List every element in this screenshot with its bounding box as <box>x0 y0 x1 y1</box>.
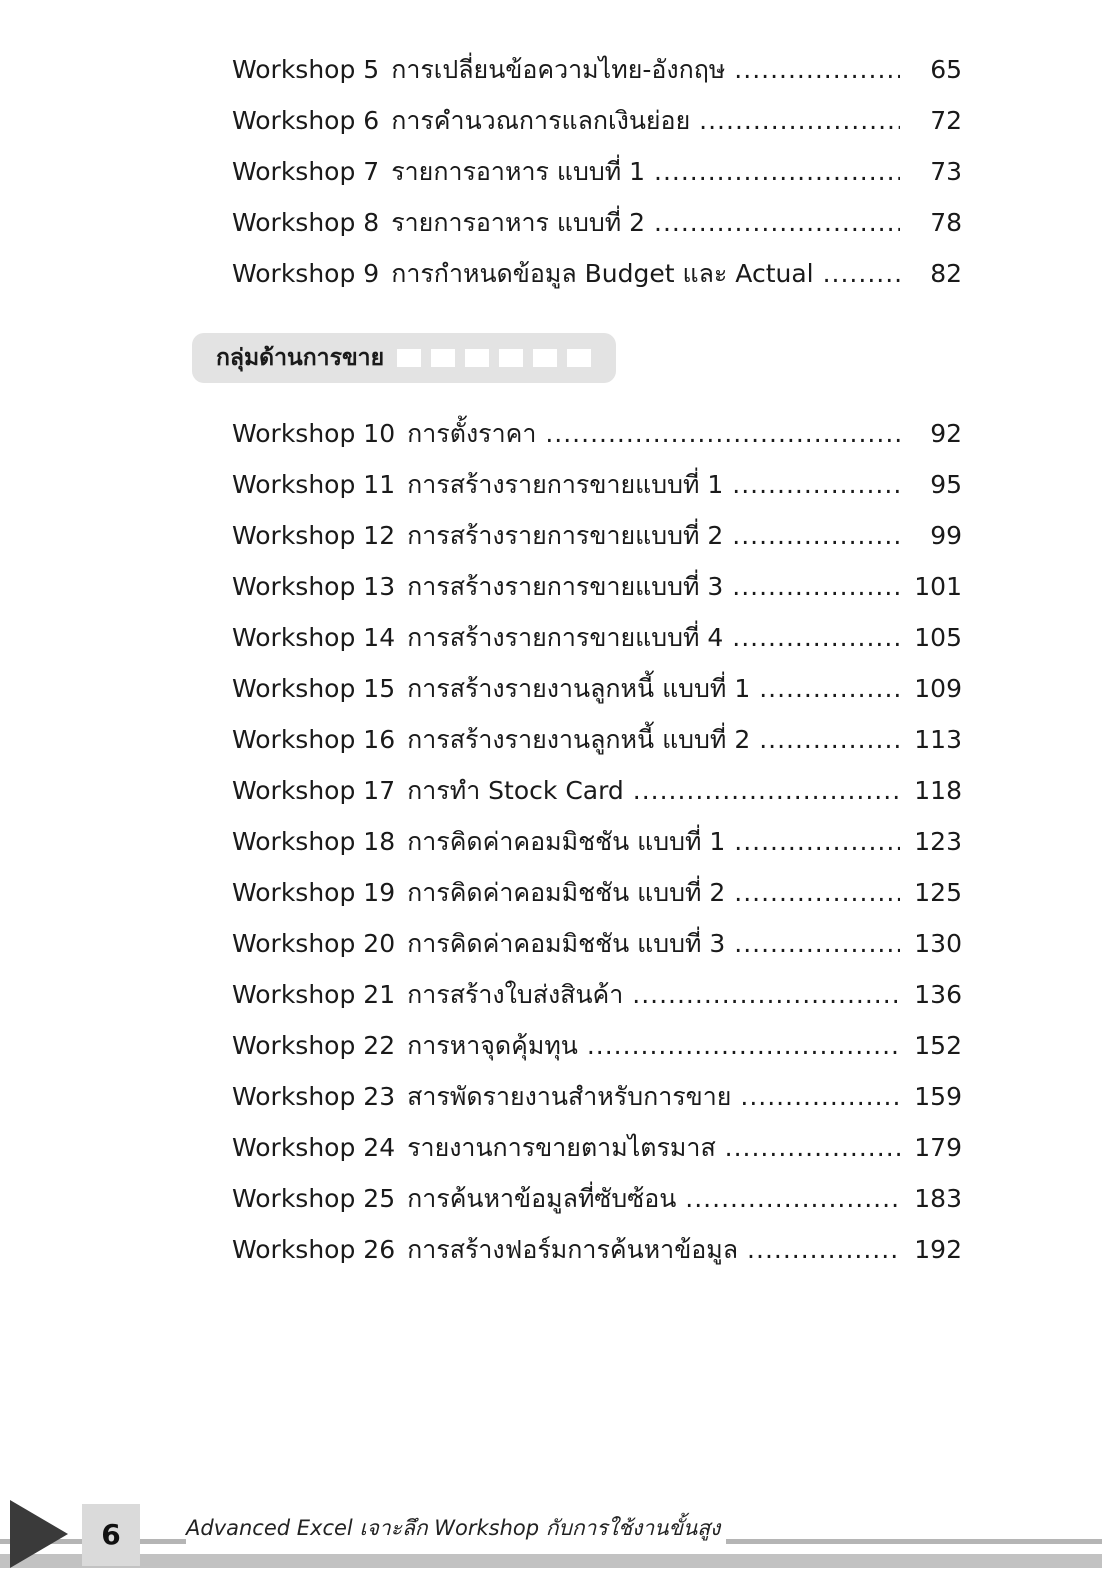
square-decoration <box>567 349 591 367</box>
workshop-number: Workshop 21 <box>232 980 396 1009</box>
page-ref: 113 <box>910 714 962 765</box>
square-decoration <box>431 349 455 367</box>
toc-entry[interactable] <box>232 867 962 918</box>
workshop-number: Workshop 10 <box>232 419 396 448</box>
page-ref: 78 <box>926 197 962 248</box>
toc-entry[interactable] <box>232 44 962 95</box>
page-ref: 82 <box>926 248 962 299</box>
workshop-title: การคำนวณการแลกเงินย่อย <box>391 106 691 135</box>
toc-entry[interactable] <box>232 561 962 612</box>
workshop-title: การทำ Stock Card <box>407 776 624 805</box>
toc-entry[interactable] <box>232 765 962 816</box>
workshop-title: การหาจุดคุ้มทุน <box>407 1031 578 1060</box>
page-ref: 152 <box>910 1020 962 1071</box>
workshop-title: การเปลี่ยนข้อความไทย-อังกฤษ <box>391 55 726 84</box>
page-ref: 123 <box>910 816 962 867</box>
toc-entry[interactable] <box>232 816 962 867</box>
workshop-number: Workshop 6 <box>232 106 380 135</box>
page-ref: 92 <box>926 408 962 459</box>
workshop-number: Workshop 8 <box>232 208 380 237</box>
section-title: กลุ่มด้านการขาย <box>216 345 385 371</box>
toc-entry[interactable] <box>232 146 962 197</box>
page-number: 6 <box>101 1518 121 1551</box>
book-title: Advanced Excel เจาะลึก Workshop กับการใช้งานขั้นสูง <box>186 1510 726 1546</box>
page-ref: 159 <box>910 1071 962 1122</box>
workshop-number: Workshop 9 <box>232 259 380 288</box>
page-ref: 95 <box>926 459 962 510</box>
workshop-title: การสร้างใบส่งสินค้า <box>407 980 624 1009</box>
workshop-number: Workshop 22 <box>232 1031 396 1060</box>
toc-entry[interactable] <box>232 1173 962 1224</box>
workshop-number: Workshop 14 <box>232 623 396 652</box>
toc-entry[interactable] <box>232 1020 962 1071</box>
workshop-title: รายงานการขายตามไตรมาส <box>407 1133 716 1162</box>
toc-list-sales <box>232 408 962 1275</box>
workshop-number: Workshop 23 <box>232 1082 396 1111</box>
square-decoration <box>397 349 421 367</box>
workshop-title: การสร้างฟอร์มการค้นหาข้อมูล <box>407 1235 739 1264</box>
workshop-title: การสร้างรายการขายแบบที่ 1 <box>407 470 724 499</box>
toc-entry[interactable] <box>232 1071 962 1122</box>
workshop-number: Workshop 11 <box>232 470 396 499</box>
toc-entry[interactable] <box>232 510 962 561</box>
toc-entry[interactable] <box>232 95 962 146</box>
toc-entry[interactable] <box>232 663 962 714</box>
workshop-number: Workshop 18 <box>232 827 396 856</box>
workshop-title: รายการอาหาร แบบที่ 1 <box>391 157 646 186</box>
workshop-number: Workshop 16 <box>232 725 396 754</box>
workshop-number: Workshop 25 <box>232 1184 396 1213</box>
page-ref: 99 <box>926 510 962 561</box>
workshop-title: การสร้างรายการขายแบบที่ 2 <box>407 521 724 550</box>
workshop-number: Workshop 5 <box>232 55 380 84</box>
page-ref: 125 <box>910 867 962 918</box>
toc-list-top <box>232 44 962 299</box>
section-header <box>192 333 616 383</box>
workshop-title: การสร้างรายงานลูกหนี้ แบบที่ 1 <box>407 674 751 703</box>
workshop-number: Workshop 7 <box>232 157 380 186</box>
section-decoration <box>397 349 591 367</box>
toc-entry[interactable] <box>232 1122 962 1173</box>
square-decoration <box>465 349 489 367</box>
page-ref: 101 <box>910 561 962 612</box>
page-ref: 105 <box>910 612 962 663</box>
page-ref: 109 <box>910 663 962 714</box>
page-ref: 73 <box>926 146 962 197</box>
toc-entry[interactable] <box>232 714 962 765</box>
workshop-number: Workshop 24 <box>232 1133 396 1162</box>
workshop-title: การตั้งราคา <box>407 419 537 448</box>
workshop-title: การคิดค่าคอมมิชชัน แบบที่ 1 <box>407 827 726 856</box>
page-ref: 183 <box>910 1173 962 1224</box>
page-ref: 179 <box>910 1122 962 1173</box>
workshop-number: Workshop 13 <box>232 572 396 601</box>
workshop-title: การสร้างรายการขายแบบที่ 4 <box>407 623 724 652</box>
page-ref: 136 <box>910 969 962 1020</box>
toc-entry[interactable] <box>232 197 962 248</box>
play-arrow-icon <box>10 1500 68 1568</box>
page-ref: 130 <box>910 918 962 969</box>
square-decoration <box>533 349 557 367</box>
footer-rule <box>0 1554 1102 1568</box>
workshop-number: Workshop 26 <box>232 1235 396 1264</box>
toc-entry[interactable] <box>232 918 962 969</box>
toc-entry[interactable] <box>232 248 962 299</box>
workshop-number: Workshop 17 <box>232 776 396 805</box>
workshop-number: Workshop 19 <box>232 878 396 907</box>
workshop-number: Workshop 20 <box>232 929 396 958</box>
workshop-title: การสร้างรายการขายแบบที่ 3 <box>407 572 724 601</box>
square-decoration <box>499 349 523 367</box>
workshop-title: การกำหนดข้อมูล Budget และ Actual <box>391 259 814 288</box>
page-ref: 118 <box>910 765 962 816</box>
toc-entry[interactable] <box>232 612 962 663</box>
page-ref: 65 <box>926 44 962 95</box>
page-ref: 72 <box>926 95 962 146</box>
workshop-title: การคิดค่าคอมมิชชัน แบบที่ 2 <box>407 878 726 907</box>
workshop-title: สารพัดรายงานสำหรับการขาย <box>407 1082 732 1111</box>
toc-entry[interactable] <box>232 1224 962 1275</box>
workshop-title: การสร้างรายงานลูกหนี้ แบบที่ 2 <box>407 725 751 754</box>
toc-entry[interactable] <box>232 459 962 510</box>
workshop-number: Workshop 12 <box>232 521 396 550</box>
page-ref: 192 <box>910 1224 962 1275</box>
workshop-number: Workshop 15 <box>232 674 396 703</box>
toc-entry[interactable] <box>232 408 962 459</box>
workshop-title: การคิดค่าคอมมิชชัน แบบที่ 3 <box>407 929 726 958</box>
workshop-title: การค้นหาข้อมูลที่ซับซ้อน <box>407 1184 677 1213</box>
toc-entry[interactable] <box>232 969 962 1020</box>
workshop-title: รายการอาหาร แบบที่ 2 <box>391 208 646 237</box>
